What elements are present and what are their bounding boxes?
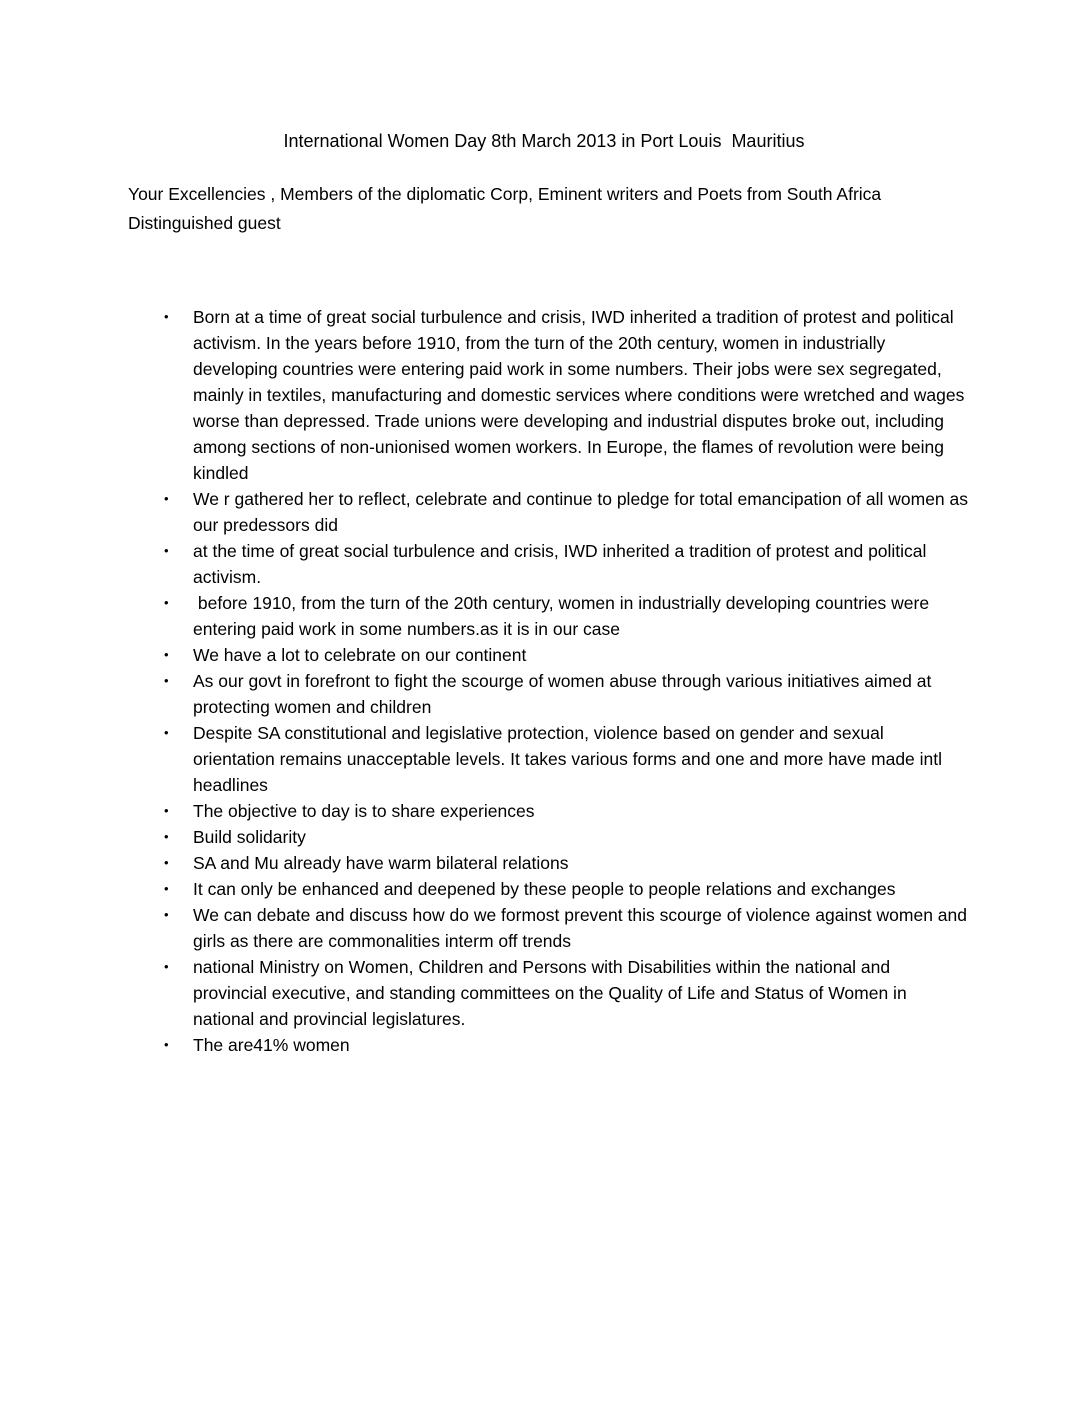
bullet-item — [128, 486, 973, 538]
bullet-text: The objective to day is to share experiences — [193, 801, 535, 821]
bullet-marker-icon: • — [164, 595, 169, 610]
bullet-marker-icon: • — [164, 959, 169, 974]
bullet-marker-icon: • — [164, 491, 169, 506]
bullet-item — [128, 642, 968, 668]
bullet-item — [128, 824, 968, 850]
bullet-text: national Ministry on Women, Children and Persons with Disabilities within the national and provincial executive, and standing committees on the Quality of Life and Status of Women in national and provincial legislatures. — [193, 957, 912, 1029]
bullet-marker-icon: • — [164, 647, 169, 662]
bullet-marker-icon: • — [164, 1037, 169, 1052]
bullet-item — [128, 720, 968, 798]
bullet-text: We r gathered her to reflect, celebrate and continue to pledge for total emancipation of all women as our predessors did — [193, 489, 973, 535]
bullet-item — [128, 1032, 968, 1058]
bullet-text: The are41% women — [193, 1035, 350, 1055]
bullet-marker-icon: • — [164, 881, 169, 896]
bullet-marker-icon: • — [164, 829, 169, 844]
bullet-text: at the time of great social turbulence and crisis, IWD inherited a tradition of protest and political activism. — [193, 541, 932, 587]
bullet-text: Born at a time of great social turbulence and crisis, IWD inherited a tradition of protest and political activism. In the years before 1910, from the turn of the 20th century, women in industrially developing countries were entering paid work in some numbers. Their jobs were sex segregated, mainly in textiles, manufacturing and domestic services where conditions were wretched and wages worse than depressed. Trade unions were developing and industrial disputes broke out, including among sections of non-unionised women workers. In Europe, the flames of revolution were being kindled — [193, 307, 970, 483]
bullet-text: SA and Mu already have warm bilateral relations — [193, 853, 569, 873]
bullet-text: We can debate and discuss how do we formost prevent this scourge of violence against women and girls as there are commonalities interm off trends — [193, 905, 972, 951]
bullet-text: It can only be enhanced and deepened by these people to people relations and exchanges — [193, 879, 896, 899]
bullet-item — [128, 876, 968, 902]
bullet-item — [128, 902, 972, 954]
bullet-text: Build solidarity — [193, 827, 306, 847]
bullet-marker-icon: • — [164, 907, 169, 922]
bullet-marker-icon: • — [164, 725, 169, 740]
bullet-text: As our govt in forefront to fight the scourge of women abuse through various initiatives aimed at protecting women and children — [193, 671, 937, 717]
bullet-item — [128, 590, 968, 642]
bullet-item — [128, 538, 968, 590]
bullet-list — [128, 304, 973, 1058]
bullet-item — [128, 850, 968, 876]
bullet-text: before 1910, from the turn of the 20th century, women in industrially developing countries were entering paid work in some numbers.as it is in our case — [193, 593, 934, 639]
salutation: Your Excellencies , Members of the diplomatic Corp, Eminent writers and Poets from South Africa Distinguished guest — [128, 184, 887, 233]
bullet-text: Despite SA constitutional and legislative protection, violence based on gender and sexual orientation remains unacceptable levels. It takes various forms and one and more have made intl headlines — [193, 723, 947, 795]
bullet-item — [128, 798, 968, 824]
bullet-marker-icon: • — [164, 855, 169, 870]
bullet-marker-icon: • — [164, 673, 169, 688]
document-title: International Women Day 8th March 2013 in Port Louis Mauritius — [283, 131, 805, 151]
bullet-marker-icon: • — [164, 309, 169, 324]
bullet-item — [128, 954, 968, 1032]
bullet-marker-icon: • — [164, 543, 169, 558]
bullet-item — [128, 668, 968, 720]
bullet-item — [128, 304, 968, 486]
bullet-marker-icon: • — [164, 803, 169, 818]
bullet-text: We have a lot to celebrate on our continent — [193, 645, 527, 665]
